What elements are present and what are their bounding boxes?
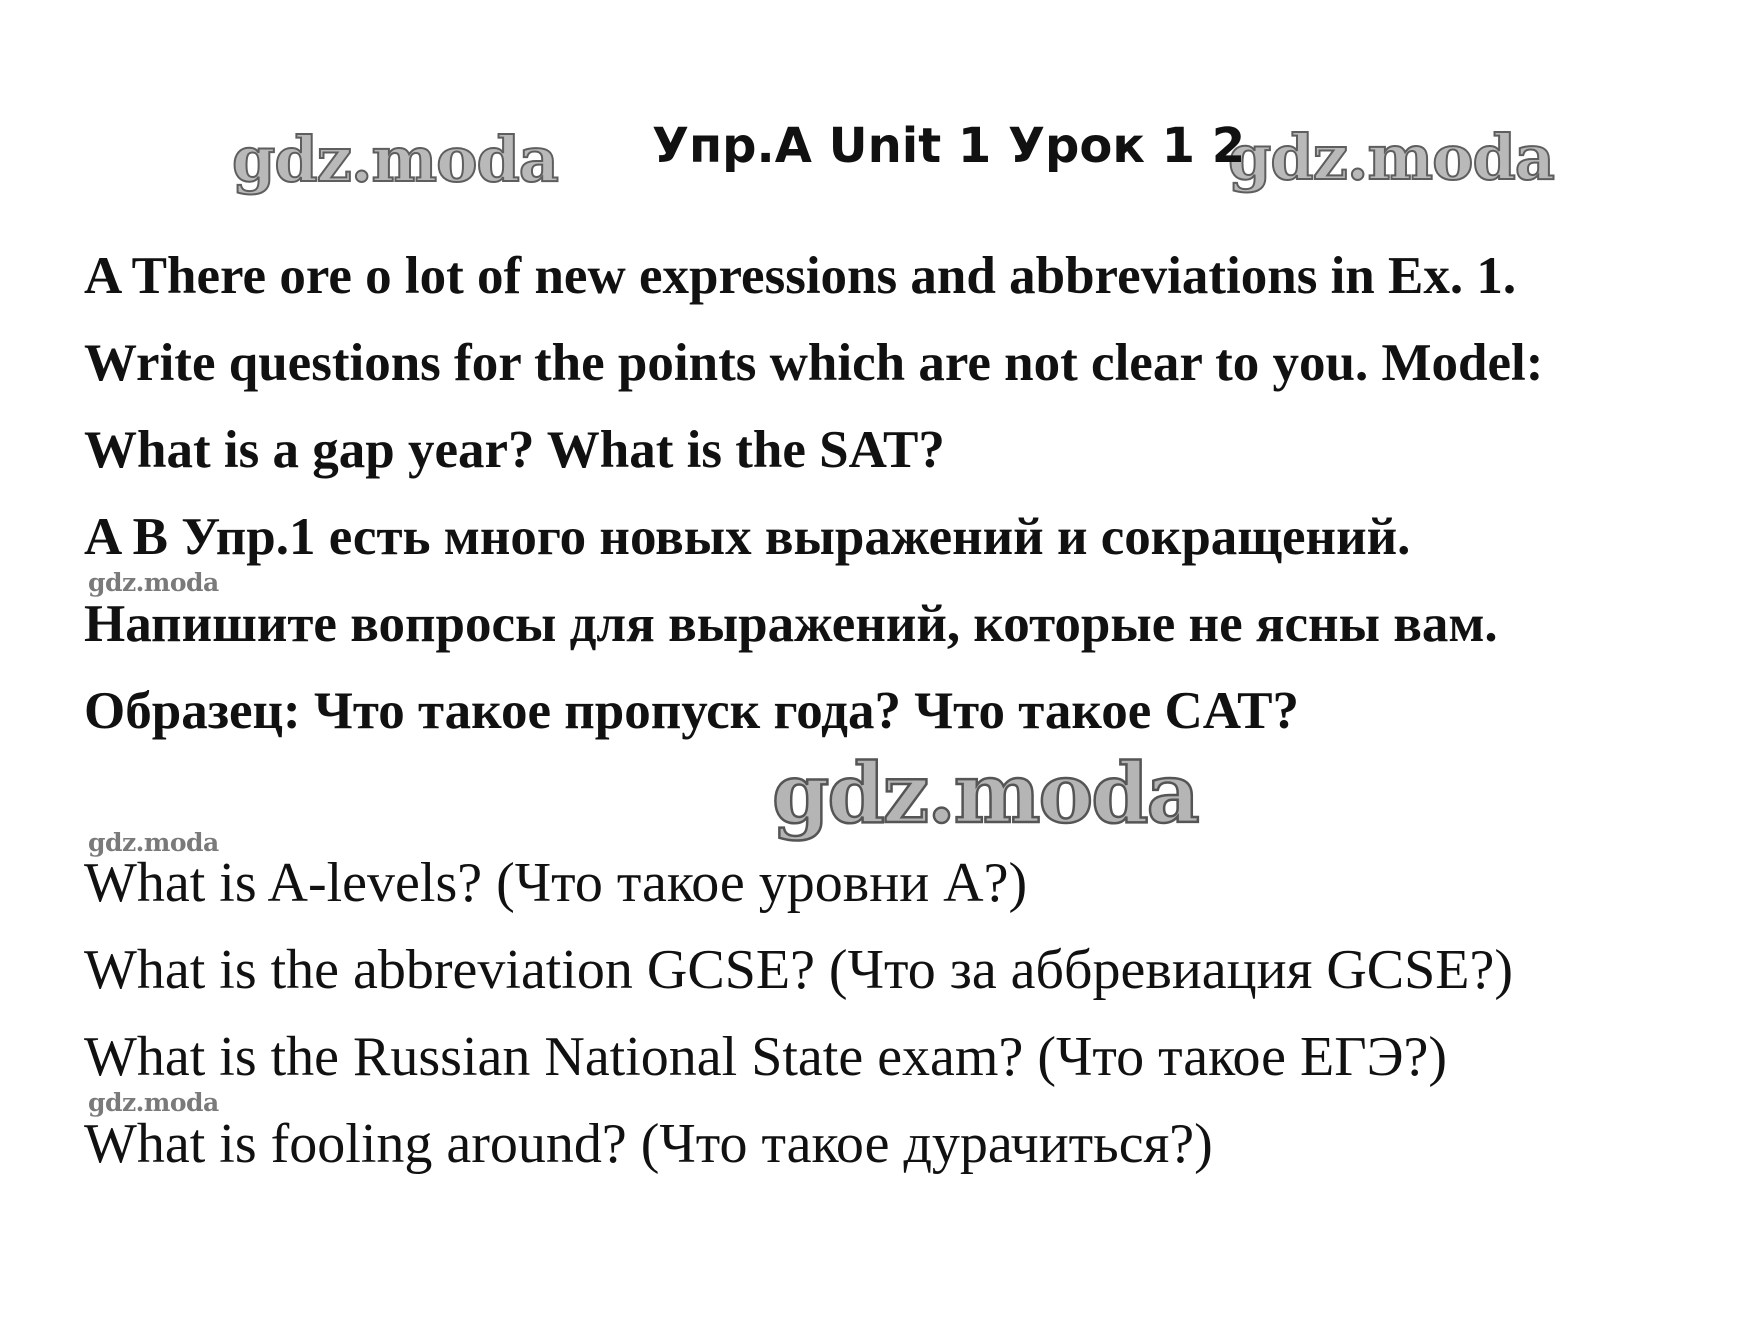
answer-line-4: What is fooling around? (Что такое дурачиться?): [84, 1113, 1213, 1175]
task-ru-line-1: A В Упр.1 есть много новых выражений и сокращений.: [84, 508, 1411, 566]
watermark-logo-center: gdz.moda: [772, 746, 1198, 842]
task-en-line-3: What is a gap year? What is the SAT?: [84, 421, 945, 479]
watermark-small-3: gdz.moda: [88, 1088, 219, 1117]
task-en-line-1: A There ore o lot of new expressions and abbreviations in Ex. 1.: [84, 247, 1517, 305]
page-title: Упр.A Unit 1 Урок 1 2: [652, 118, 1246, 174]
task-en-line-2: Write questions for the points which are not clear to you. Model:: [84, 334, 1544, 392]
watermark-logo-top-right: gdz.moda: [1228, 121, 1554, 194]
task-ru-line-2: Напишите вопросы для выражений, которые не ясны вам.: [84, 595, 1498, 653]
answer-line-3: What is the Russian National State exam? (Что такое ЕГЭ?): [84, 1026, 1448, 1088]
watermark-small-1: gdz.moda: [88, 568, 219, 597]
watermark-logo-top-left: gdz.moda: [232, 123, 558, 196]
watermark-small-2: gdz.moda: [88, 828, 219, 857]
answer-line-1: What is A-levels? (Что такое уровни A?): [84, 852, 1028, 914]
task-ru-line-3: Образец: Что такое пропуск года? Что такое CAT?: [84, 682, 1299, 740]
answer-line-2: What is the abbreviation GCSE? (Что за аббревиация GCSE?): [84, 939, 1513, 1001]
